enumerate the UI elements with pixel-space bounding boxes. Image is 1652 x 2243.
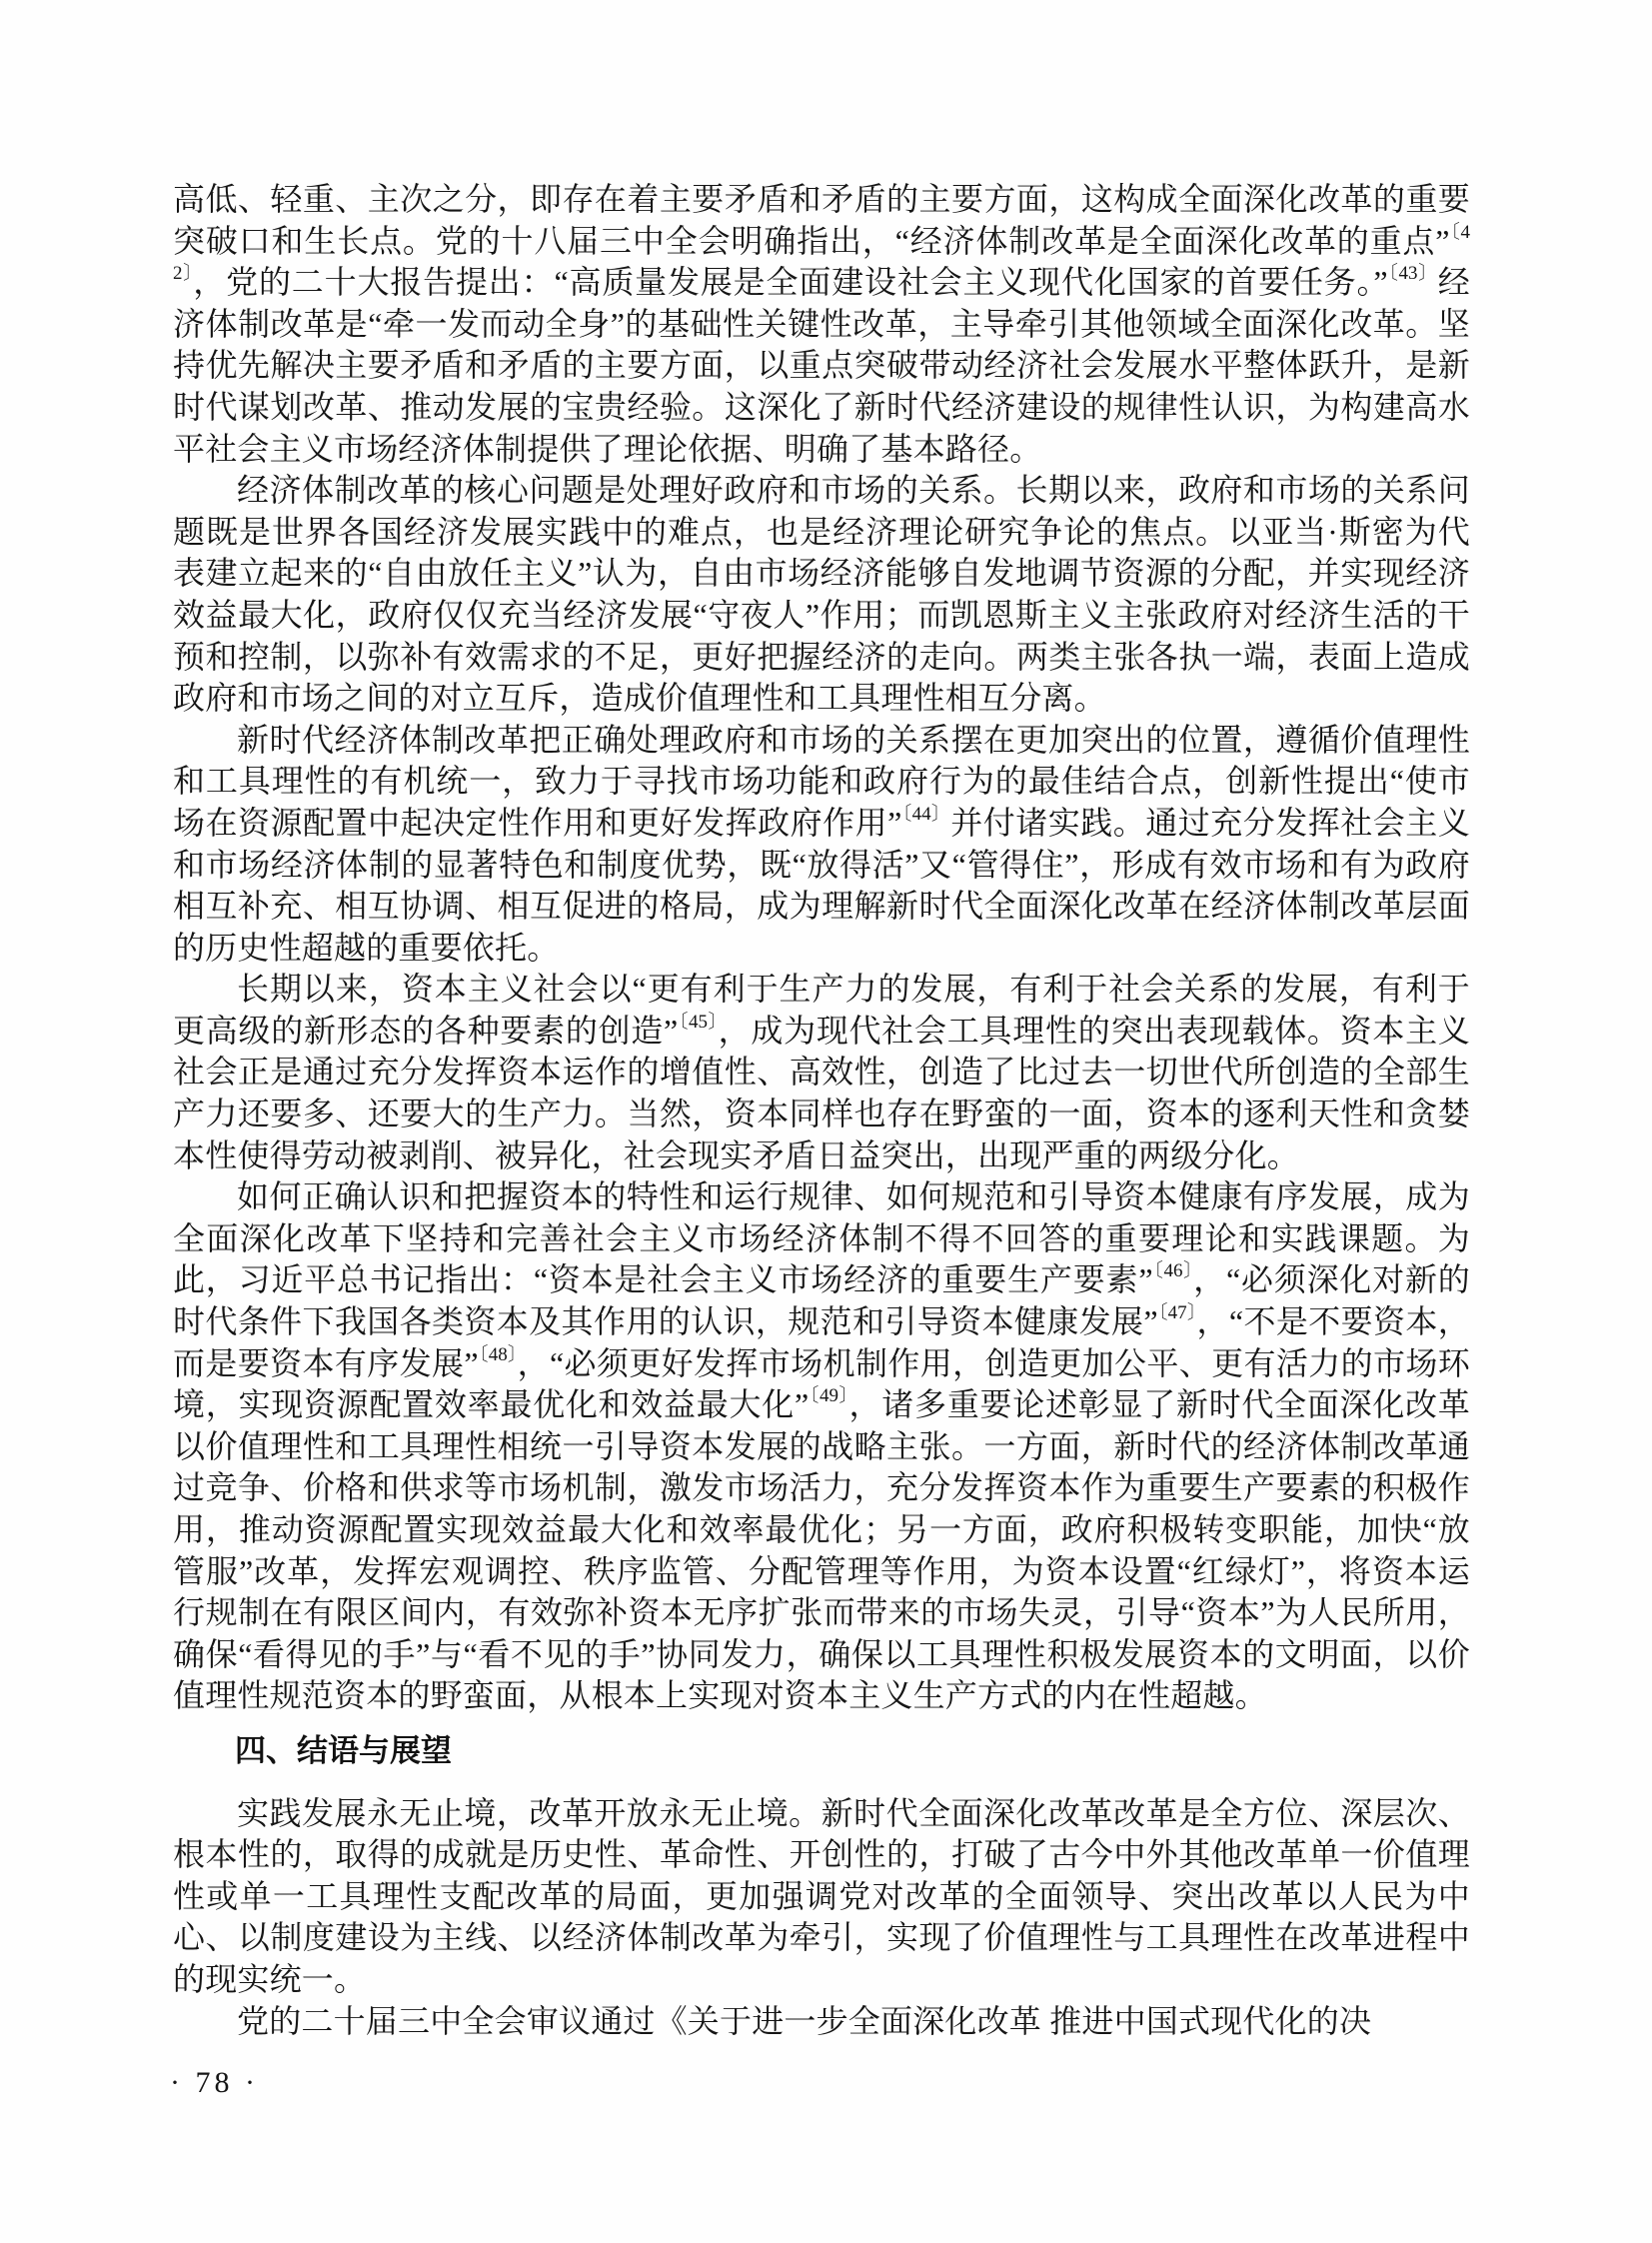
paragraph: 实践发展永无止境，改革开放永无止境。新时代全面深化改革改革是全方位、深层次、根本性的，取得的成就是历史性、革命性、开创性的，打破了古今中外其他改革单一价值理性或单一工具理性支配改革的局面，更加强调党对改革的全面领导、突出改革以人民为中心、以制度建设为主线、以经济体制改革为牵引，实现了价值理性与工具理性在改革进程中的现实统一。 [173, 1794, 1470, 1997]
footnote-ref: 〔42〕 [173, 221, 1470, 285]
paragraph: 如何正确认识和把握资本的特性和运行规律、如何规范和引导资本健康有序发展，成为全面深化改革下坚持和完善社会主义市场经济体制不得不回答的重要理论和实践课题。为此，习近平总书记指出：“资本是社会主义市场经济的重要生产要素”$^{〔46〕}$，“必须深化对新的时代条件下我国各类资本及其作用的认识，规范和引导资本健康发展”$^{〔47〕}$，“不是不要资本，而是要资本有序发展”$^{〔48〕}$，“必须更好发挥市场机制作用，创造更加公平、更有活力的市场环境，实现资源配置效率最优化和效益最大化”$^{〔49〕}$，诸多重要论述彰显了新时代全面深化改革以价值理性和工具理性相统一引导资本发展的战略主张。一方面，新时代的经济体制改革通过竞争、价格和供求等市场机制，激发市场活力，充分发挥资本作为重要生产要素的积极作用，推动资源配置实现效益最大化和效率最优化；另一方面，政府积极转变职能，加快“放管服”改革，发挥宏观调控、秩序监管、分配管理等作用，为资本设置“红绿灯”，将资本运行规制在有限区间内，有效弥补资本无序扩张而带来的市场失灵，引导“资本”为人民所用，确保“看得见的手”与“看不见的手”协同发力，确保以工具理性积极发展资本的文明面，以价值理性规范资本的野蛮面，从根本上实现对资本主义生产方式的内在性超越。 [173, 1178, 1470, 1714]
page-number: · 78 · [170, 2066, 259, 2099]
page-body [173, 179, 1470, 2042]
paragraph: 高低、轻重、主次之分，即存在着主要矛盾和矛盾的主要方面，这构成全面深化改革的重要突破口和生长点。党的十八届三中全会明确指出，“经济体制改革是全面深化改革的重点”$^{〔42〕}$，党的二十大报告提出：“高质量发展是全面建设社会主义现代化国家的首要任务。”$^{〔43〕}$经济体制改革是“牵一发而动全身”的基础性关键性改革，主导牵引其他领域全面深化改革。坚持优先解决主要矛盾和矛盾的主要方面，以重点突破带动经济社会发展水平整体跃升，是新时代谋划改革、推动发展的宝贵经验。这深化了新时代经济建设的规律性认识，为构建高水平社会主义市场经济体制提供了理论依据、明确了基本路径。 [173, 181, 1470, 467]
paragraph: 新时代经济体制改革把正确处理政府和市场的关系摆在更加突出的位置，遵循价值理性和工具理性的有机统一，致力于寻找市场功能和政府行为的最佳结合点，创新性提出“使市场在资源配置中起决定性作用和更好发挥政府作用”$^{〔44〕}$并付诸实践。通过充分发挥社会主义和市场经济体制的显著特色和制度优势，既“放得活”又“管得住”，形成有效市场和有为政府相互补充、相互协调、相互促进的格局，成为理解新时代全面深化改革在经济体制改革层面的历史性超越的重要依托。 [173, 721, 1470, 966]
footnote-ref: 〔47〕 [1157, 1302, 1197, 1324]
paragraph: 长期以来，资本主义社会以“更有利于生产力的发展，有利于社会关系的发展，有利于更高级的新形态的各种要素的创造”$^{〔45〕}$，成为现代社会工具理性的突出表现载体。资本主义社会正是通过充分发挥资本运作的增值性、高效性，创造了比过去一切世代所创造的全部生产力还要多、还要大的生产力。当然，资本同样也存在野蛮的一面，资本的逐利天性和贪婪本性使得劳动被剥削、被异化，社会现实矛盾日益突出，出现严重的两级分化。 [173, 971, 1470, 1173]
paragraph: 党的二十届三中全会审议通过《关于进一步全面深化改革 推进中国式现代化的决 [237, 2002, 1372, 2039]
footnote-ref: 〔43〕 [1387, 263, 1438, 285]
footnote-ref: 〔45〕 [678, 1011, 719, 1033]
footnote-ref: 〔49〕 [809, 1385, 849, 1407]
paragraph: 经济体制改革的核心问题是处理好政府和市场的关系。长期以来，政府和市场的关系问题既是世界各国经济发展实践中的难点，也是经济理论研究争论的焦点。以亚当·斯密为代表建立起来的“自由放任主义”认为，自由市场经济能够自发地调节资源的分配，并实现经济效益最大化，政府仅仅充当经济发展“守夜人”作用；而凯恩斯主义主张政府对经济生活的干预和控制，以弥补有效需求的不足，更好把握经济的走向。两类主张各执一端，表面上造成政府和市场之间的对立互斥，造成价值理性和工具理性相互分离。 [173, 472, 1470, 717]
footnote-ref: 〔48〕 [478, 1343, 518, 1365]
footnote-ref: 〔46〕 [1152, 1260, 1194, 1282]
footnote-ref: 〔44〕 [901, 803, 951, 825]
section-heading: 四、结语与展望 [235, 1732, 452, 1768]
